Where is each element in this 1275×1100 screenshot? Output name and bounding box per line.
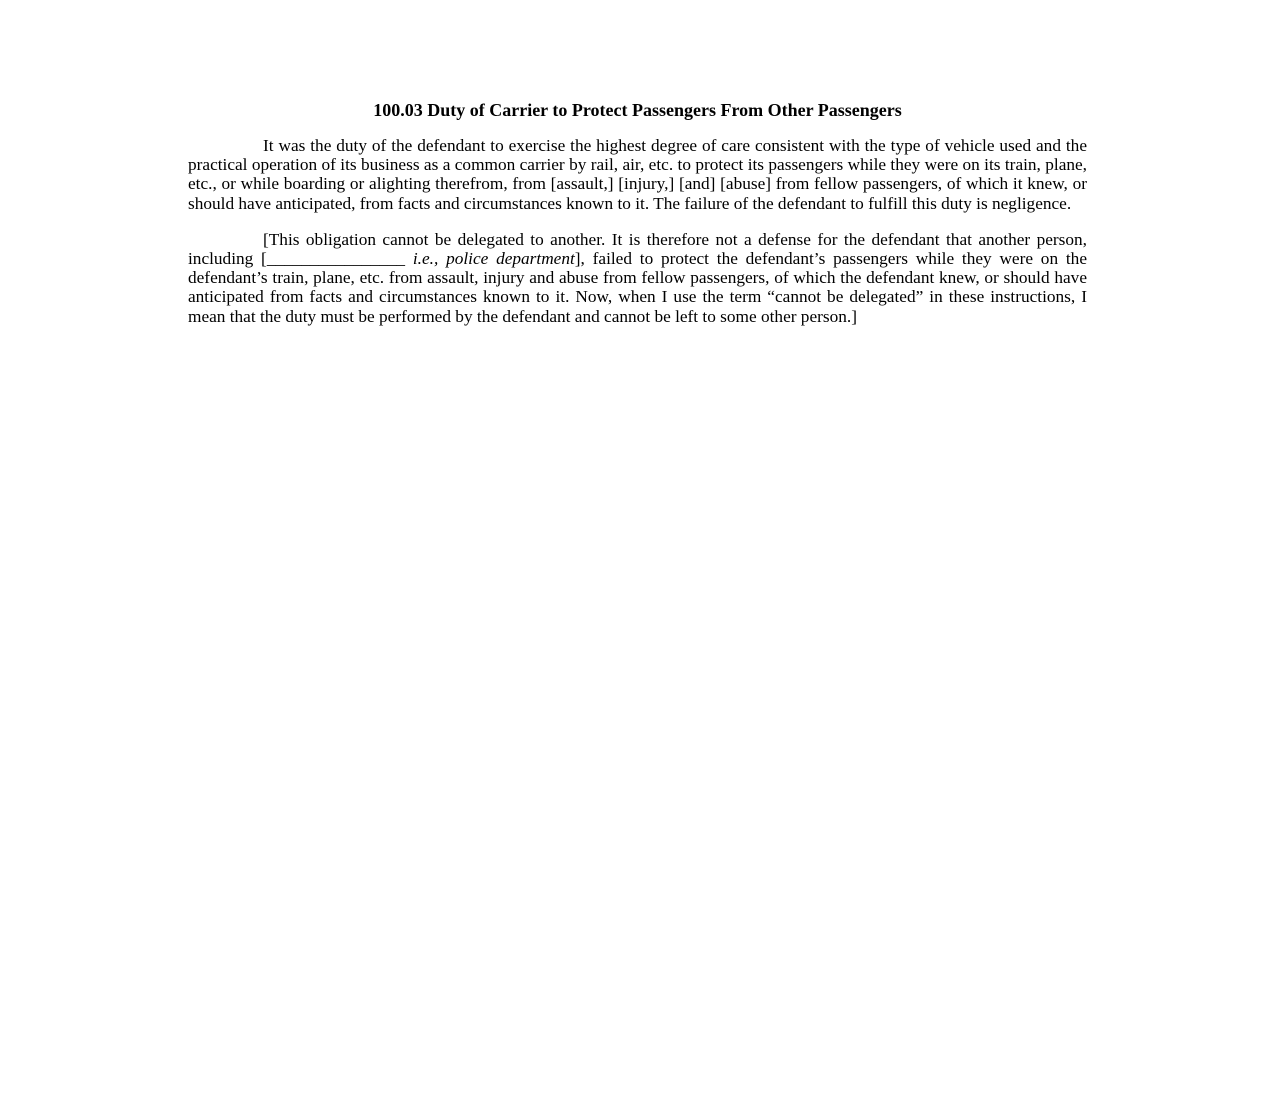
paragraph-non-delegable (188, 230, 1087, 326)
document-page (188, 99, 1087, 343)
paragraph-2-text-before: [This obligation cannot be delegated to another. It is therefore not a defense for the defendant that another person, including [________________ (188, 229, 1087, 269)
paragraph-2-italic-example: i.e., police department (412, 249, 575, 269)
paragraph-2-text-after: ], failed to protect the defendant’s passengers while they were on the defendant’s train, plane, etc. from assault, injury and abuse from fellow passengers, of which the defendant knew, or should have anticipated from facts and circumstances known to it. Now, when I use the term “cannot be delegated” in these instructions, I mean that the duty must be performed by the defendant and cannot be left to some other person.] (188, 249, 1087, 326)
paragraph-duty-of-care: It was the duty of the defendant to exercise the highest degree of care consistent with the type of vehicle used and the practical operation of its business as a common carrier by rail, air, etc. to protect its passengers while they were on its train, plane, etc., or while boarding or alighting therefrom, from [assault,] [injury,] [and] [abuse] from fellow passengers, of which it knew, or should have anticipated, from facts and circumstances known to it. The failure of the defendant to fulfill this duty is negligence. (188, 136, 1087, 213)
document-title: 100.03 Duty of Carrier to Protect Passengers From Other Passengers (373, 100, 902, 120)
